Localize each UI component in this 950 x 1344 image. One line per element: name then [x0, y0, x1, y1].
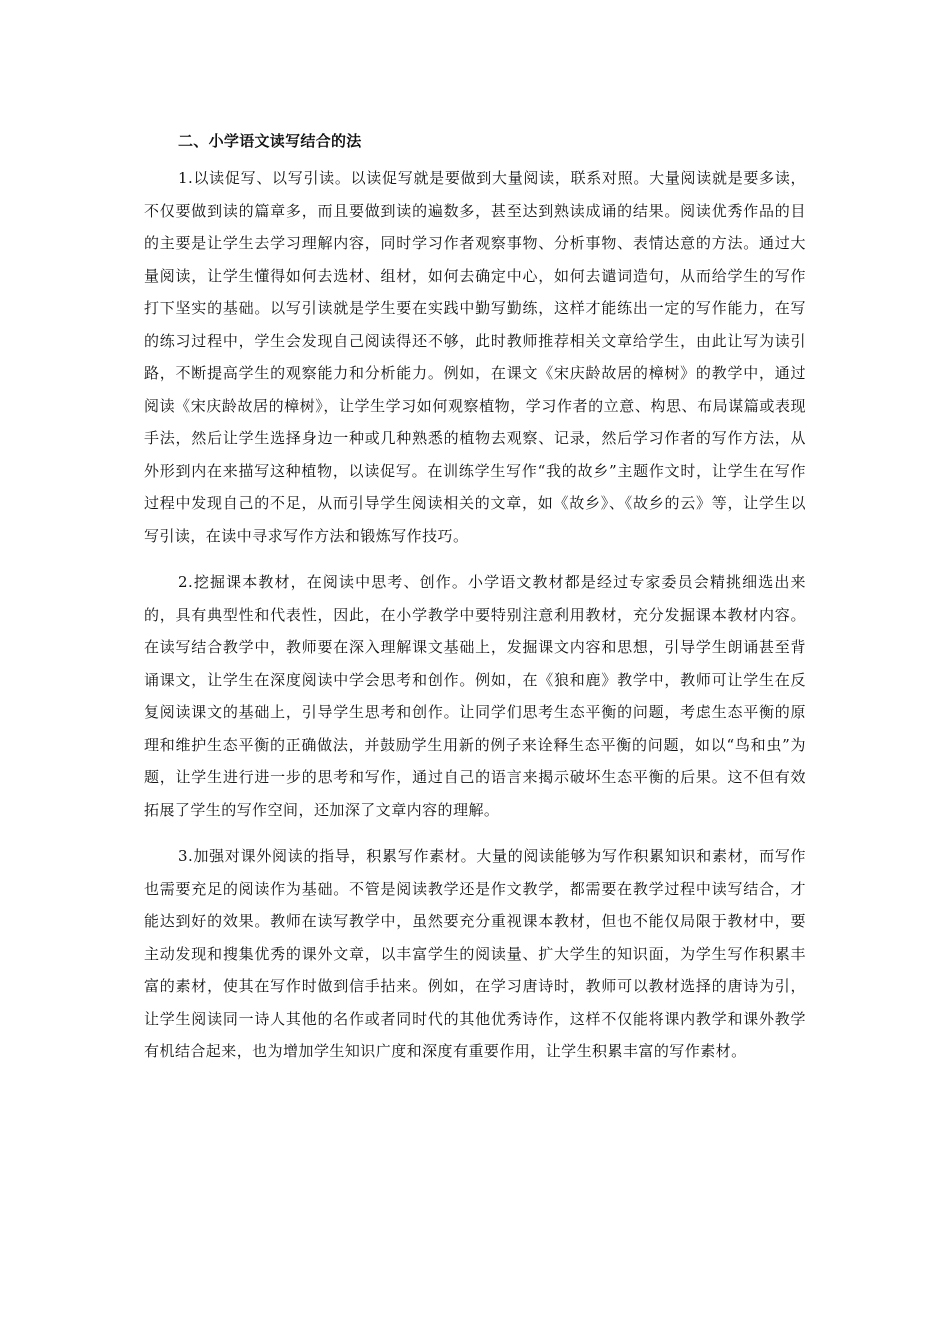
section-heading: 二、小学语文读写结合的法: [178, 132, 362, 150]
paragraph-2: 2.挖掘课本教材，在阅读中思考、创作。小学语文教材都是经过专家委员会精挑细选出来的，具有典型性和代表性，因此，在小学教学中要特别注意利用教材，充分发掘课本教材内容。在读写结合教学中，教师要在深入理解课文基础上，发掘课文内容和思想，引导学生朗诵甚至背诵课文，让学生在深度阅读中学会思考和创作。例如，在《狼和鹿》教学中，教师可让学生在反复阅读课文的基础上，引导学生思考和创作。让同学们思考生态平衡的问题，考虑生态平衡的原理和维护生态平衡的正确做法，并鼓励学生用新的例子来诠释生态平衡的问题，如以“鸟和虫”为题，让学生进行进一步的思考和写作，通过自己的语言来揭示破坏生态平衡的后果。这不但有效拓展了学生的写作空间，还加深了文章内容的理解。: [144, 573, 806, 819]
paragraph-3: 3.加强对课外阅读的指导，积累写作素材。大量的阅读能够为写作积累知识和素材，而写作也需要充足的阅读作为基础。不管是阅读教学还是作文教学，都需要在教学过程中读写结合，才能达到好的效果。教师在读写教学中，虽然要充分重视课本教材，但也不能仅局限于教材中，要主动发现和搜集优秀的课外文章，以丰富学生的阅读量、扩大学生的知识面，为学生写作积累丰富的素材，使其在写作时做到信手拈来。例如，在学习唐诗时，教师可以教材选择的唐诗为引，让学生阅读同一诗人其他的名作或者同时代的其他优秀诗作，这样不仅能将课内教学和课外教学有机结合起来，也为增加学生知识广度和深度有重要作用，让学生积累丰富的写作素材。: [144, 847, 806, 1060]
paragraph-1: 1.以读促写、以写引读。以读促写就是要做到大量阅读，联系对照。大量阅读就是要多读，不仅要做到读的篇章多，而且要做到读的遍数多，甚至达到熟读成诵的结果。阅读优秀作品的目的主要是让学生去学习理解内容，同时学习作者观察事物、分析事物、表情达意的方法。通过大量阅读，让学生懂得如何去选材、组材，如何去确定中心，如何去谴词造句，从而给学生的写作打下坚实的基础。以写引读就是学生要在实践中勤写勤练，这样才能练出一定的写作能力，在写的练习过程中，学生会发现自己阅读得还不够，此时教师推荐相关文章给学生，由此让写为读引路，不断提高学生的观察能力和分析能力。例如，在课文《宋庆龄故居的樟树》的教学中，通过阅读《宋庆龄故居的樟树》，让学生学习如何观察植物，学习作者的立意、构思、布局谋篇或表现手法，然后让学生选择身边一种或几种熟悉的植物去观察、记录，然后学习作者的写作方法，从外形到内在来描写这种植物，以读促写。在训练学生写作“我的故乡”主题作文时，让学生在写作过程中发现自己的不足，从而引导学生阅读相关的文章，如《故乡》、《故乡的云》等，让学生以写引读，在读中寻求写作方法和锻炼写作技巧。: [144, 169, 806, 545]
document-body: [144, 124, 806, 1082]
